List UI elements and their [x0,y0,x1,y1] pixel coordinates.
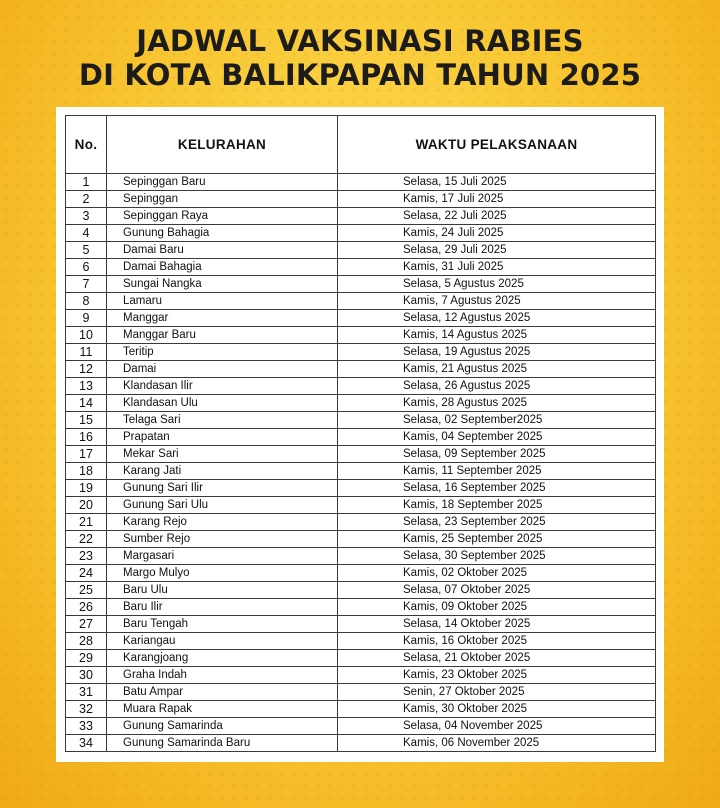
row-number: 18 [66,463,107,480]
row-waktu-pelaksanaan: Selasa, 30 September 2025 [338,548,656,565]
row-waktu-pelaksanaan: Selasa, 15 Juli 2025 [338,174,656,191]
row-waktu-pelaksanaan: Kamis, 09 Oktober 2025 [338,599,656,616]
row-kelurahan: Kariangau [107,633,338,650]
table-row [66,701,656,718]
row-kelurahan: Telaga Sari [107,412,338,429]
row-number: 20 [66,497,107,514]
row-waktu-pelaksanaan: Selasa, 04 November 2025 [338,718,656,735]
row-number: 3 [66,208,107,225]
row-waktu-pelaksanaan: Kamis, 16 Oktober 2025 [338,633,656,650]
row-kelurahan: Lamaru [107,293,338,310]
row-number: 24 [66,565,107,582]
row-number: 14 [66,395,107,412]
row-waktu-pelaksanaan: Kamis, 31 Juli 2025 [338,259,656,276]
row-waktu-pelaksanaan: Selasa, 5 Agustus 2025 [338,276,656,293]
row-kelurahan: Manggar Baru [107,327,338,344]
header-waktu-pelaksanaan: WAKTU PELAKSANAAN [338,116,656,174]
table-row [66,582,656,599]
row-kelurahan: Teritip [107,344,338,361]
row-kelurahan: Muara Rapak [107,701,338,718]
header-no: No. [66,116,107,174]
table-row [66,650,656,667]
row-waktu-pelaksanaan: Selasa, 19 Agustus 2025 [338,344,656,361]
row-kelurahan: Gunung Sari Ulu [107,497,338,514]
row-waktu-pelaksanaan: Kamis, 02 Oktober 2025 [338,565,656,582]
row-kelurahan: Damai Bahagia [107,259,338,276]
row-kelurahan: Baru Tengah [107,616,338,633]
row-number: 26 [66,599,107,616]
row-waktu-pelaksanaan: Selasa, 07 Oktober 2025 [338,582,656,599]
row-waktu-pelaksanaan: Kamis, 28 Agustus 2025 [338,395,656,412]
row-kelurahan: Sungai Nangka [107,276,338,293]
row-number: 31 [66,684,107,701]
row-waktu-pelaksanaan: Kamis, 25 September 2025 [338,531,656,548]
table-row [66,684,656,701]
row-kelurahan: Prapatan [107,429,338,446]
row-number: 23 [66,548,107,565]
row-waktu-pelaksanaan: Selasa, 16 September 2025 [338,480,656,497]
row-number: 10 [66,327,107,344]
row-kelurahan: Baru Ilir [107,599,338,616]
row-number: 32 [66,701,107,718]
row-number: 1 [66,174,107,191]
row-number: 12 [66,361,107,378]
row-number: 33 [66,718,107,735]
row-number: 28 [66,633,107,650]
row-kelurahan: Sepinggan [107,191,338,208]
table-row [66,412,656,429]
row-number: 25 [66,582,107,599]
table-row [66,599,656,616]
row-waktu-pelaksanaan: Selasa, 09 September 2025 [338,446,656,463]
row-number: 21 [66,514,107,531]
row-number: 34 [66,735,107,752]
table-row [66,616,656,633]
row-number: 2 [66,191,107,208]
table-row [66,361,656,378]
row-number: 17 [66,446,107,463]
table-row [66,242,656,259]
row-kelurahan: Klandasan Ilir [107,378,338,395]
row-number: 11 [66,344,107,361]
row-waktu-pelaksanaan: Selasa, 21 Oktober 2025 [338,650,656,667]
page-title-line-1: JADWAL VAKSINASI RABIES [136,24,584,58]
row-waktu-pelaksanaan: Kamis, 14 Agustus 2025 [338,327,656,344]
row-kelurahan: Sumber Rejo [107,531,338,548]
table-row [66,548,656,565]
row-kelurahan: Gunung Samarinda [107,718,338,735]
table-row [66,191,656,208]
table-row [66,480,656,497]
row-kelurahan: Damai [107,361,338,378]
table-row [66,718,656,735]
row-kelurahan: Klandasan Ulu [107,395,338,412]
row-kelurahan: Margo Mulyo [107,565,338,582]
row-kelurahan: Graha Indah [107,667,338,684]
row-waktu-pelaksanaan: Selasa, 23 September 2025 [338,514,656,531]
row-waktu-pelaksanaan: Kamis, 06 November 2025 [338,735,656,752]
table-row [66,378,656,395]
row-waktu-pelaksanaan: Selasa, 02 September2025 [338,412,656,429]
table-row [66,429,656,446]
row-kelurahan: Manggar [107,310,338,327]
row-kelurahan: Mekar Sari [107,446,338,463]
row-number: 29 [66,650,107,667]
row-waktu-pelaksanaan: Selasa, 12 Agustus 2025 [338,310,656,327]
row-kelurahan: Gunung Bahagia [107,225,338,242]
row-number: 30 [66,667,107,684]
schedule-panel [56,107,664,762]
row-waktu-pelaksanaan: Kamis, 30 Oktober 2025 [338,701,656,718]
table-row [66,276,656,293]
row-number: 15 [66,412,107,429]
table-row [66,395,656,412]
row-number: 8 [66,293,107,310]
table-row [66,633,656,650]
row-number: 16 [66,429,107,446]
row-waktu-pelaksanaan: Selasa, 14 Oktober 2025 [338,616,656,633]
row-waktu-pelaksanaan: Kamis, 24 Juli 2025 [338,225,656,242]
row-waktu-pelaksanaan: Kamis, 11 September 2025 [338,463,656,480]
row-kelurahan: Damai Baru [107,242,338,259]
table-row [66,174,656,191]
row-waktu-pelaksanaan: Kamis, 23 Oktober 2025 [338,667,656,684]
row-number: 7 [66,276,107,293]
table-row [66,327,656,344]
table-row [66,735,656,752]
table-row [66,225,656,242]
table-row [66,497,656,514]
row-kelurahan: Sepinggan Baru [107,174,338,191]
table-row [66,565,656,582]
row-kelurahan: Karang Rejo [107,514,338,531]
row-kelurahan: Gunung Samarinda Baru [107,735,338,752]
header-kelurahan: KELURAHAN [107,116,338,174]
row-kelurahan: Sepinggan Raya [107,208,338,225]
row-number: 5 [66,242,107,259]
schedule-table [65,115,656,752]
row-waktu-pelaksanaan: Kamis, 04 September 2025 [338,429,656,446]
table-row [66,514,656,531]
row-kelurahan: Gunung Sari Ilir [107,480,338,497]
row-waktu-pelaksanaan: Selasa, 29 Juli 2025 [338,242,656,259]
table-row [66,259,656,276]
table-row [66,293,656,310]
row-kelurahan: Karang Jati [107,463,338,480]
table-row [66,208,656,225]
row-waktu-pelaksanaan: Kamis, 17 Juli 2025 [338,191,656,208]
table-row [66,531,656,548]
row-waktu-pelaksanaan: Senin, 27 Oktober 2025 [338,684,656,701]
row-waktu-pelaksanaan: Kamis, 21 Agustus 2025 [338,361,656,378]
row-number: 6 [66,259,107,276]
row-number: 22 [66,531,107,548]
table-row [66,446,656,463]
row-number: 9 [66,310,107,327]
table-row [66,344,656,361]
row-waktu-pelaksanaan: Selasa, 22 Juli 2025 [338,208,656,225]
row-kelurahan: Margasari [107,548,338,565]
table-row [66,310,656,327]
table-body [66,174,656,752]
row-number: 27 [66,616,107,633]
row-waktu-pelaksanaan: Kamis, 18 September 2025 [338,497,656,514]
row-kelurahan: Batu Ampar [107,684,338,701]
table-row [66,463,656,480]
table-row [66,667,656,684]
row-kelurahan: Karangjoang [107,650,338,667]
row-kelurahan: Baru Ulu [107,582,338,599]
table-header-row [66,116,656,174]
row-waktu-pelaksanaan: Kamis, 7 Agustus 2025 [338,293,656,310]
page-title-line-2: DI KOTA BALIKPAPAN TAHUN 2025 [78,58,642,92]
row-number: 19 [66,480,107,497]
row-number: 4 [66,225,107,242]
row-number: 13 [66,378,107,395]
row-waktu-pelaksanaan: Selasa, 26 Agustus 2025 [338,378,656,395]
